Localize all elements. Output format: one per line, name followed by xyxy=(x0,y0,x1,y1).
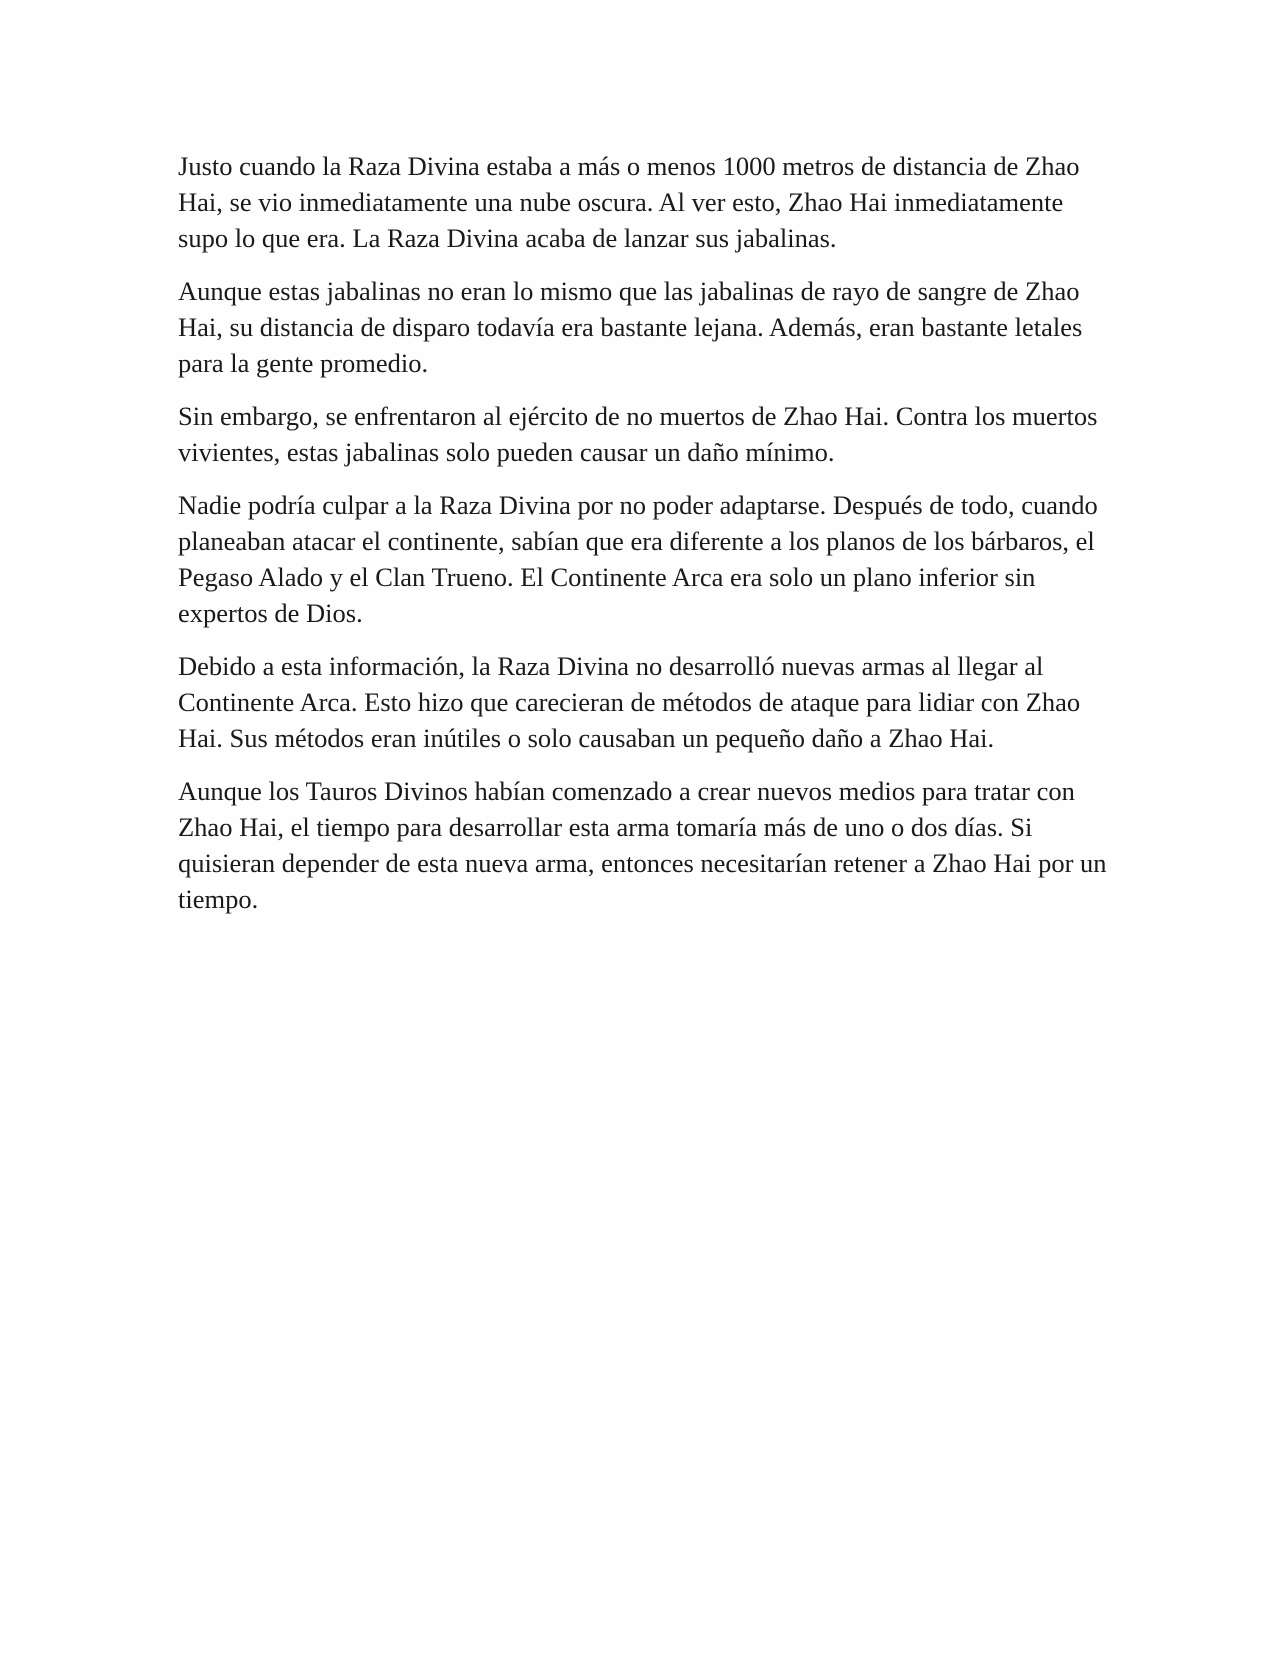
paragraph-6: Aunque los Tauros Divinos habían comenzado a crear nuevos medios para tratar con Zhao Hai, el tiempo para desarrollar esta arma tomaría más de uno o dos días. Si quisieran depender de esta nueva arma, entonces necesitarían retener a Zhao Hai por un tiempo. xyxy=(178,776,1107,914)
document-body xyxy=(178,148,1108,934)
paragraph-3: Sin embargo, se enfrentaron al ejército de no muertos de Zhao Hai. Contra los muertos vivientes, estas jabalinas solo pueden causar un daño mínimo. xyxy=(178,401,1098,467)
paragraph-1: Justo cuando la Raza Divina estaba a más o menos 1000 metros de distancia de Zhao Hai, se vio inmediatamente una nube oscura. Al ver esto, Zhao Hai inmediatamente supo lo que era. La Raza Divina acaba de lanzar sus jabalinas. xyxy=(178,151,1080,253)
paragraph-2: Aunque estas jabalinas no eran lo mismo que las jabalinas de rayo de sangre de Zhao Hai, su distancia de disparo todavía era bastante lejana. Además, eran bastante letales para la gente promedio. xyxy=(178,276,1083,378)
paragraph-4: Nadie podría culpar a la Raza Divina por no poder adaptarse. Después de todo, cuando planeaban atacar el continente, sabían que era diferente a los planos de los bárbaros, el Pegaso Alado y el Clan Trueno. El Continente Arca era solo un plano inferior sin expertos de Dios. xyxy=(178,490,1098,628)
paragraph-5: Debido a esta información, la Raza Divina no desarrolló nuevas armas al llegar al Continente Arca. Esto hizo que carecieran de métodos de ataque para lidiar con Zhao Hai. Sus métodos eran inútiles o solo causaban un pequeño daño a Zhao Hai. xyxy=(178,651,1081,753)
